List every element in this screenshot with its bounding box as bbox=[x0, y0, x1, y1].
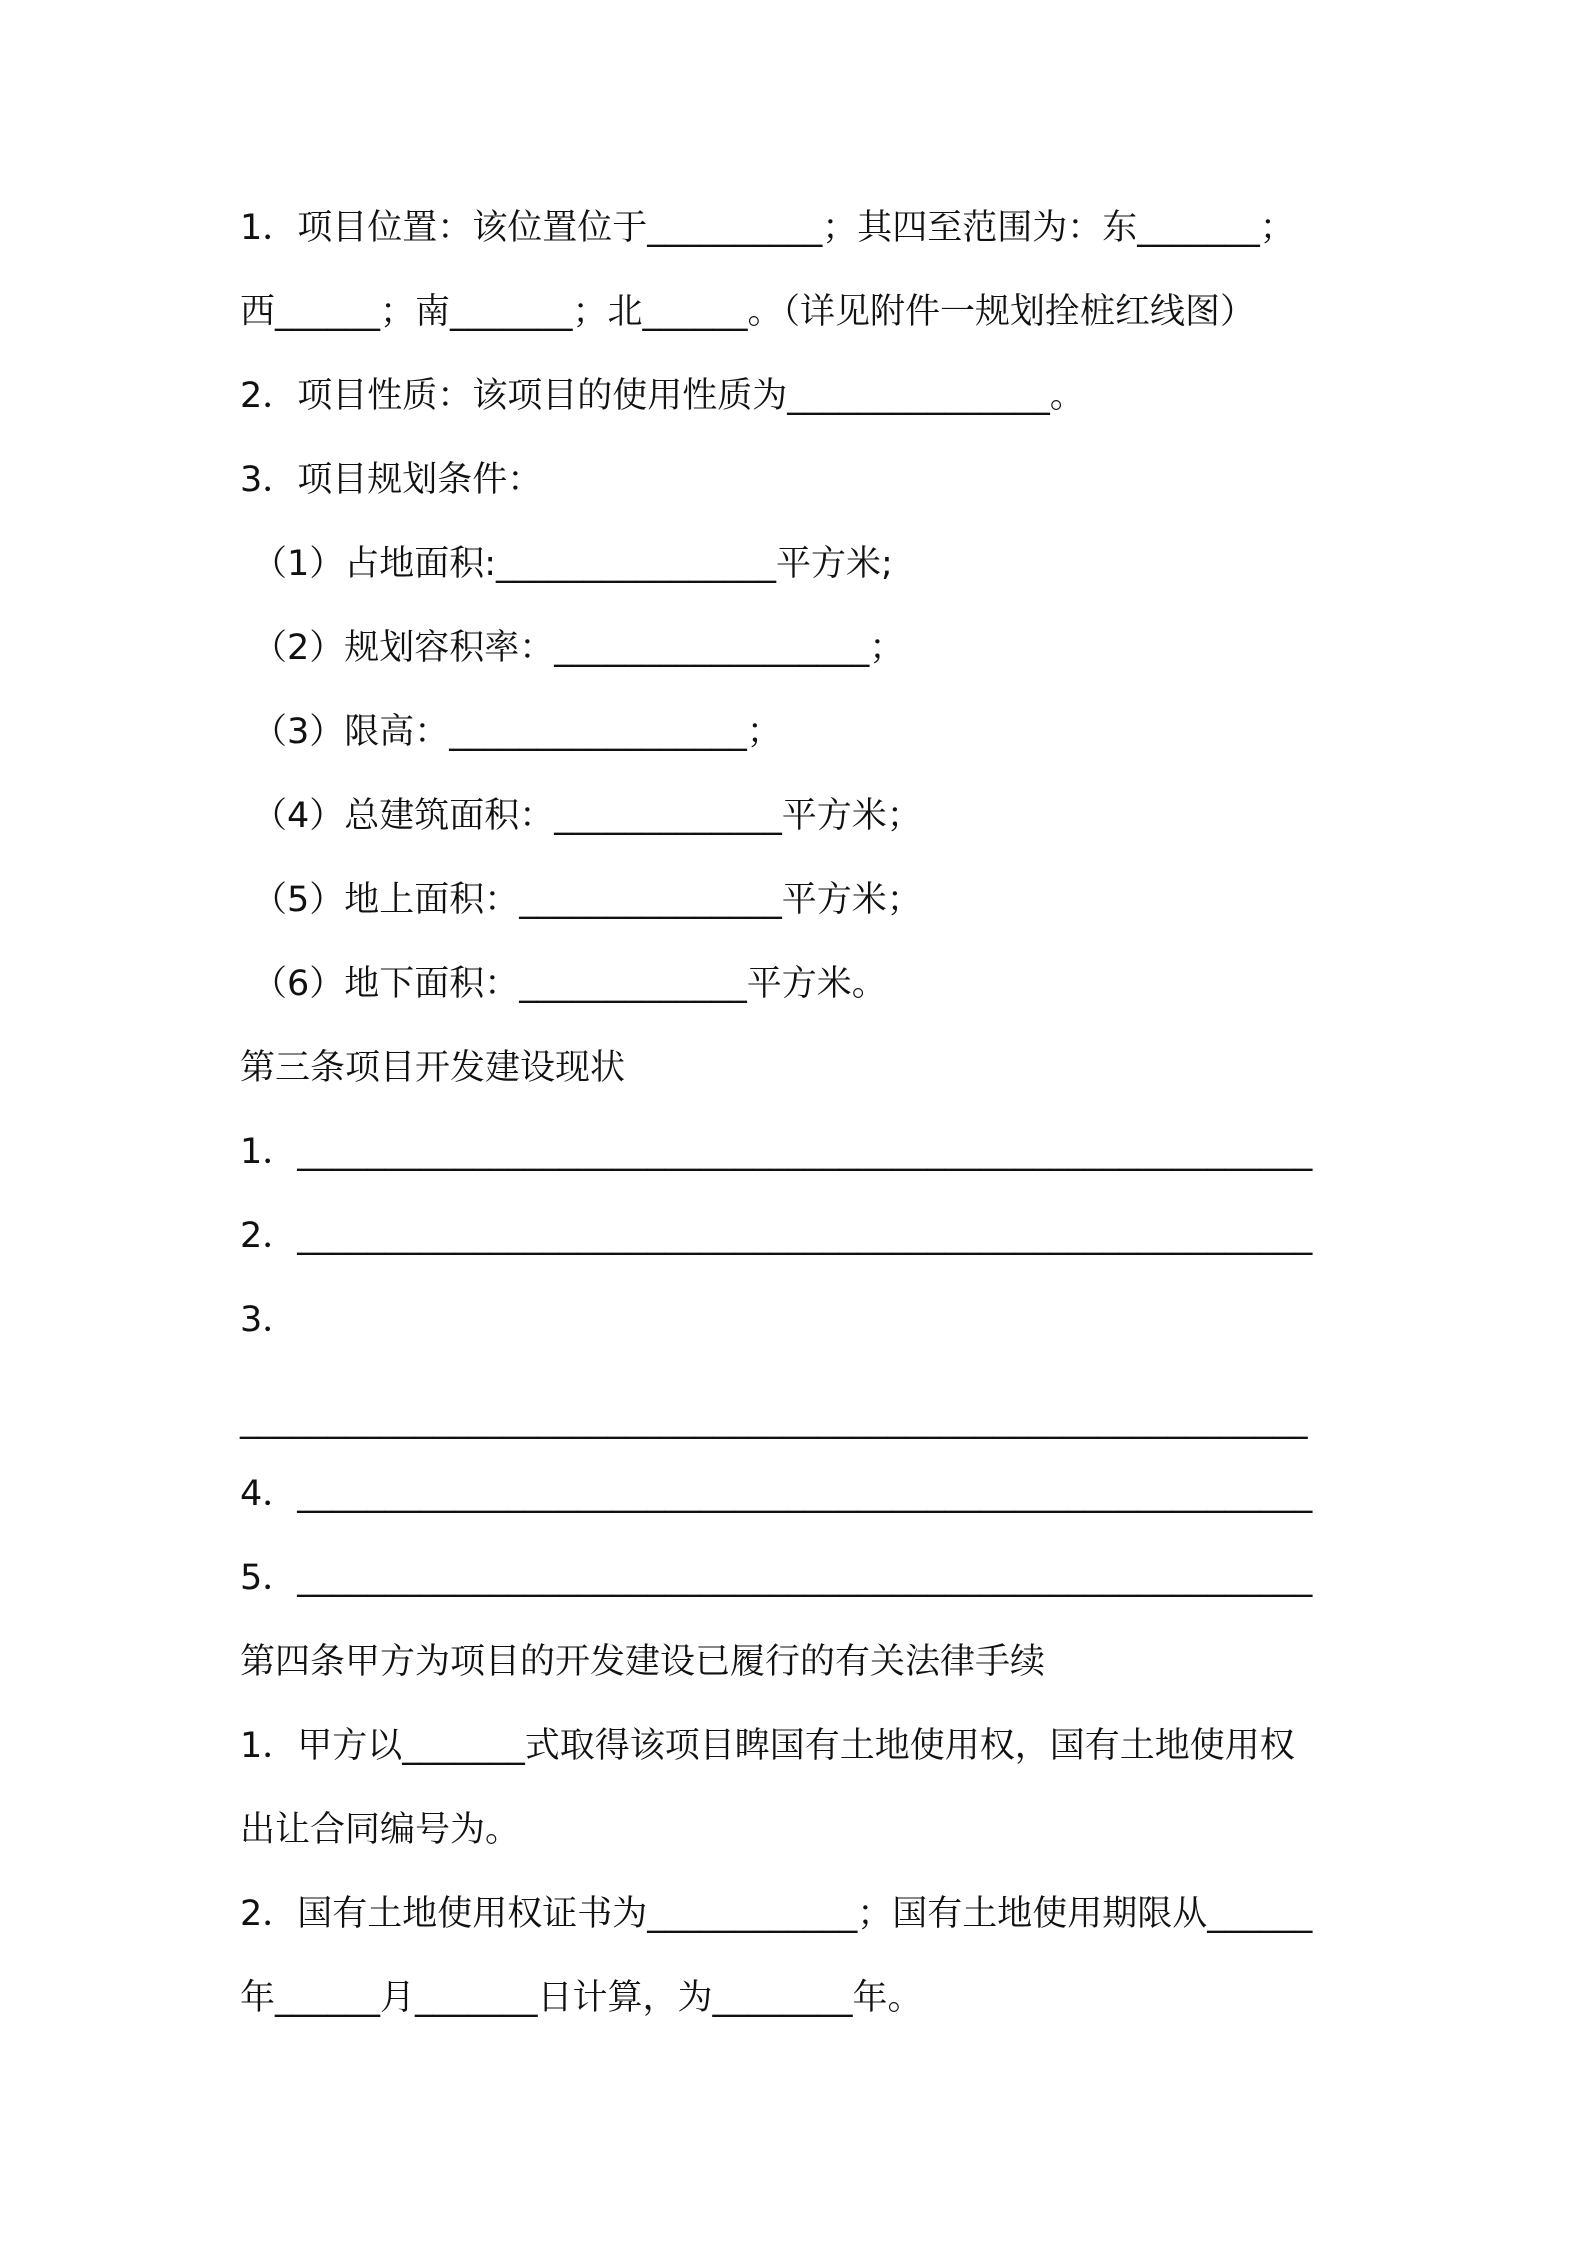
item-total-floor-area: （4）总建筑面积：_____________平方米； bbox=[252, 796, 922, 836]
clause-project-location: 1．项目位置：该位置位于__________；其四至范围为：东_______； bbox=[240, 208, 1295, 248]
section-heading-3: 第三条项目开发建设现状 bbox=[240, 1048, 626, 1088]
clause-planning-conditions: 3．项目规划条件： bbox=[240, 460, 543, 500]
item-above-ground-area: （5）地上面积：_______________平方米； bbox=[252, 880, 922, 920]
item-plot-ratio: （2）规划容积率：__________________； bbox=[252, 628, 905, 668]
item-underground-area: （6）地下面积：_____________平方米。 bbox=[252, 964, 887, 1004]
item-height-limit: （3）限高：_________________； bbox=[252, 712, 782, 752]
legal-line-2: 2．国有土地使用权证书为____________；国有土地使用期限从______ bbox=[240, 1894, 1313, 1934]
clause-project-location-boundaries: 西______；南_______；北______。（详见附件一规划拴桩红线图） bbox=[240, 292, 1256, 332]
status-line-1: 1．__________________________________________________________ bbox=[240, 1132, 1313, 1172]
item-land-area: （1）占地面积:________________平方米; bbox=[252, 544, 893, 584]
legal-line-1-cont: 出让合同编号为。 bbox=[240, 1810, 521, 1850]
status-line-3-blank: _____________________________________________________________ bbox=[240, 1400, 1308, 1440]
clause-project-nature: 2．项目性质：该项目的使用性质为_______________。 bbox=[240, 376, 1085, 416]
legal-line-2-cont: 年______月_______日计算，为________年。 bbox=[240, 1978, 923, 2018]
status-line-2: 2．__________________________________________________________ bbox=[240, 1216, 1313, 1256]
legal-line-1: 1．甲方以_______式取得该项目睥国有土地使用权，国有土地使用权 bbox=[240, 1726, 1295, 1766]
status-line-5: 5．__________________________________________________________ bbox=[240, 1558, 1313, 1598]
status-line-4: 4．__________________________________________________________ bbox=[240, 1474, 1313, 1514]
section-heading-4: 第四条甲方为项目的开发建设已履行的有关法律手续 bbox=[240, 1642, 1046, 1682]
status-line-3-number: 3． bbox=[240, 1300, 298, 1340]
